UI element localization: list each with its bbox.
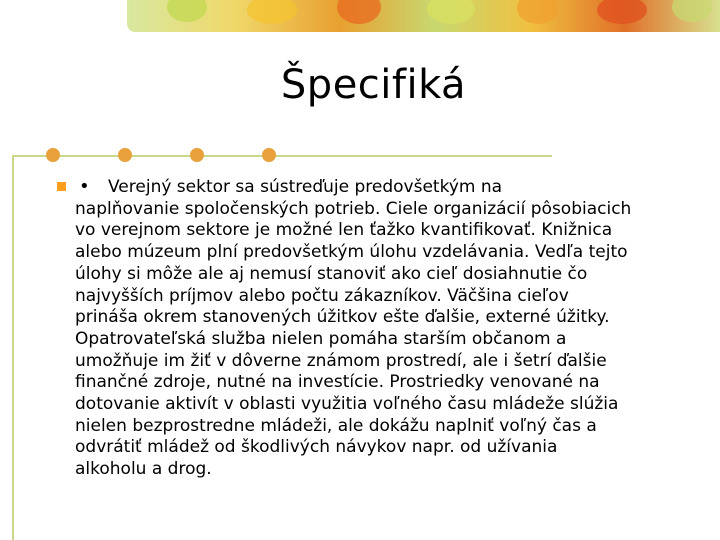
paragraph-line: alkoholu a drog.	[75, 459, 212, 480]
paragraph-line: Opatrovateľská služba nielen pomáha starším občanom a	[75, 328, 567, 349]
banner-blob	[672, 0, 712, 22]
paragraph-line: Verejný sektor sa sústreďuje predovšetkým na	[108, 177, 503, 197]
paragraph-line: nielen bezprostredne mládeži, ale dokážu naplniť voľný čas a	[75, 415, 597, 436]
paragraph-line: umožňuje im žiť v dôverne známom prostredí, ale i šetrí ďalšie	[75, 350, 607, 371]
paragraph-line: najvyšších príjmov alebo počtu zákazníkov. Väčšina cieľov	[75, 285, 569, 306]
banner-blob	[427, 0, 475, 24]
banner-blob	[337, 0, 381, 24]
bullet-icon: •	[79, 176, 90, 197]
title-divider-line	[12, 155, 552, 157]
paragraph-line: prináša okrem stanovených úžitkov ešte ďalšie, externé úžitky.	[75, 307, 610, 328]
divider-dot	[118, 148, 132, 162]
banner-blob	[517, 0, 559, 24]
divider-dot	[262, 148, 276, 162]
paragraph-line: dotovanie aktivít v oblasti využitia voľného času mládeže slúžia	[75, 394, 619, 415]
banner-blob	[167, 0, 207, 22]
paragraph-first-line	[75, 176, 665, 199]
paragraph-line: finančné zdroje, nutné na investície. Prostriedky venované na	[75, 372, 600, 393]
paragraph-line: naplňovanie spoločenských potrieb. Ciele organizácií pôsobiacich	[75, 198, 632, 219]
list-marker-square-icon	[57, 182, 66, 191]
slide-title: Špecifiká	[280, 62, 467, 108]
paragraph-line: alebo múzeum plní predovšetkým úlohu vzdelávania. Vedľa tejto	[75, 242, 628, 263]
divider-dot	[46, 148, 60, 162]
paragraph-line: vo verejnom sektore je možné len ťažko kvantifikovať. Knižnica	[75, 220, 613, 241]
banner-blob	[597, 0, 647, 24]
divider-dot	[190, 148, 204, 162]
banner-blob	[247, 0, 297, 24]
paragraph-line: úlohy si môže ale aj nemusí stanoviť ako cieľ dosiahnutie čo	[75, 263, 588, 284]
left-divider-line	[12, 155, 14, 540]
paragraph-line: odvrátiť mládež od škodlivých návykov napr. od užívania	[75, 437, 558, 458]
slide-body-paragraph	[75, 176, 665, 481]
decorative-banner-image	[127, 0, 720, 32]
